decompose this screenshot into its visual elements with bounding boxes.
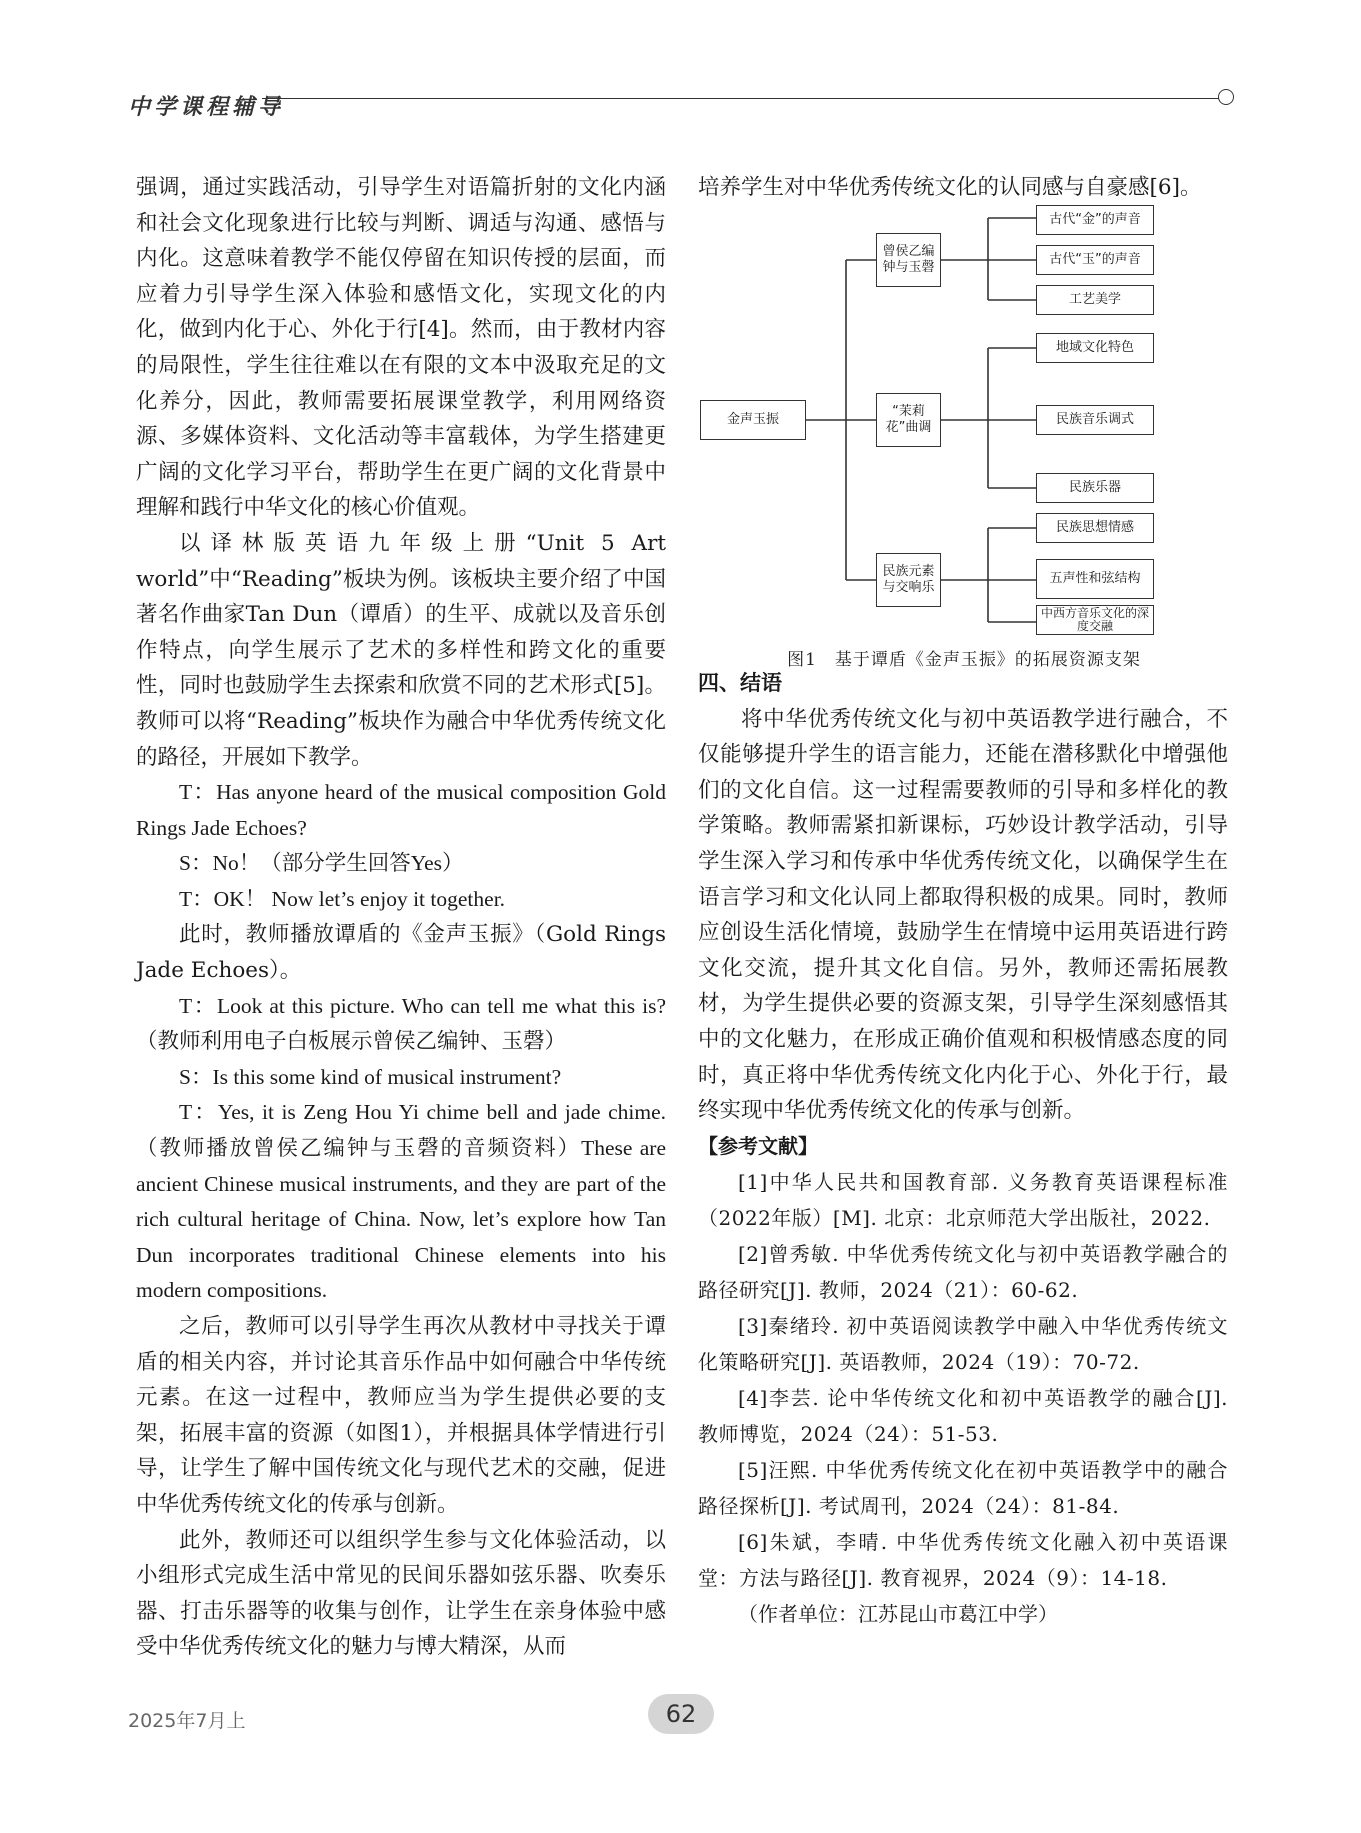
paragraph: 此外，教师还可以组织学生参与文化体验活动，以小组形式完成生活中常见的民间乐器如弦乐器、吹奏乐器、打击乐器等的收集与创作，让学生在亲身体验中感受中华优秀传统文化的魅力与博大精深，从而 — [136, 1527, 666, 1660]
leaf-node: 工艺美学 — [1036, 285, 1154, 315]
left-column — [136, 170, 666, 1665]
leaf-node: 地域文化特色 — [1036, 333, 1154, 363]
branch-node: “茉莉花”曲调 — [876, 393, 941, 447]
dialogue-line: T：Has anyone heard of the musical composition Gold Rings Jade Echoes? — [136, 780, 666, 840]
paragraph: 培养学生对中华优秀传统文化的认同感与自豪感[6]。 — [698, 175, 1202, 200]
journal-title: 中学课程辅导 — [128, 94, 285, 120]
section-heading: 四、结语 — [698, 671, 782, 695]
leaf-node: 五声性和弦结构 — [1036, 559, 1154, 599]
reference-item: [4]李芸. 论中华传统文化和初中英语教学的融合[J]. 教师博览，2024（24）：51-53. — [698, 1386, 1228, 1447]
reference-item: [1]中华人民共和国教育部. 义务教育英语课程标准（2022年版）[M]. 北京：北京师范大学出版社，2022. — [698, 1170, 1228, 1231]
reference-item: [3]秦绪玲. 初中英语阅读教学中融入中华优秀传统文化策略研究[J]. 英语教师，2024（19）：70-72. — [698, 1314, 1228, 1375]
paragraph: 将中华优秀传统文化与初中英语教学进行融合，不仅能够提升学生的语言能力，还能在潜移默化中增强他们的文化自信。这一过程需要教师的引导和多样化的教学策略。教师需紧扣新课标，巧妙设计教学活动，引导学生深入学习和传承中华优秀传统文化，以确保学生在语言学习和文化认同上都取得积极的成果。同时，教师应创设生活化情境，鼓励学生在情境中运用英语进行跨文化交流，提升其文化自信。另外，教师还需拓展教材，为学生提供必要的资源支架，引导学生深刻感悟其中的文化魅力，在形成正确价值观和积极情感态度的同时，真正将中华优秀传统文化内化于心、外化于行，最终实现中华优秀传统文化的传承与创新。 — [698, 706, 1228, 1124]
leaf-node: 古代“玉”的声音 — [1036, 245, 1154, 275]
figure-caption: 图1 基于谭盾《金声玉振》的拓展资源支架 — [787, 650, 1141, 670]
leaf-node: 中西方音乐文化的深度交融 — [1036, 605, 1154, 635]
leaf-node: 民族音乐调式 — [1036, 405, 1154, 435]
dialogue-line: S：Is this some kind of musical instrument? — [179, 1064, 562, 1089]
paragraph: 以译林版英语九年级上册“Unit 5 Art world”中“Reading”板块为例。该板块主要介绍了中国著名作曲家Tan Dun（谭盾）的生平、成就以及音乐创作特点，向学生展示了艺术的多样性和跨文化的重要性，同时也鼓励学生去探索和欣赏不同的艺术形式[5]。教师可以将“Reading”板块作为融合中华优秀传统文化的路径，开展如下教学。 — [136, 530, 666, 770]
reference-item: [2]曾秀敏. 中华优秀传统文化与初中英语教学融合的路径研究[J]. 教师，2024（21）：60-62. — [698, 1242, 1228, 1303]
paragraph: 此时，教师播放谭盾的《金声玉振》（Gold Rings Jade Echoes）。 — [136, 922, 666, 984]
leaf-node: 民族乐器 — [1036, 473, 1154, 503]
references-heading: 【参考文献】 — [698, 1133, 818, 1158]
figure-1-diagram — [698, 205, 1230, 635]
dialogue-line: T：OK！ Now let’s enjoy it together. — [179, 886, 506, 911]
author-affiliation: （作者单位：江苏昆山市葛江中学） — [738, 1602, 1058, 1627]
dialogue-line: T：Look at this picture. Who can tell me what this is?（教师利用电子白板展示曾侯乙编钟、玉磬） — [136, 993, 666, 1054]
right-column-intro — [698, 170, 1228, 206]
leaf-node: 民族思想情感 — [1036, 513, 1154, 543]
issue-date: 2025年7月上 — [128, 1710, 246, 1732]
leaf-node: 古代“金”的声音 — [1036, 205, 1154, 235]
page-number: 62 — [648, 1694, 714, 1734]
paragraph: 强调，通过实践活动，引导学生对语篇折射的文化内涵和社会文化现象进行比较与判断、调适与沟通、感悟与内化。这意味着教学不能仅停留在知识传授的层面，而应着力引导学生深入体验和感悟文化，实现文化的内化，做到内化于心、外化于行[4]。然而，由于教材内容的局限性，学生往往难以在有限的文本中汲取充足的文化养分，因此，教师需要拓展课堂教学，利用网络资源、多媒体资料、文化活动等丰富载体，为学生搭建更广阔的文化学习平台，帮助学生在更广阔的文化背景中理解和践行中华文化的核心价值观。 — [136, 175, 666, 521]
dialogue-line: S：No！（部分学生回答Yes） — [179, 851, 464, 876]
paragraph: 之后，教师可以引导学生再次从教材中寻找关于谭盾的相关内容，并讨论其音乐作品中如何融合中华传统元素。在这一过程中，教师应当为学生提供必要的支架，拓展丰富的资源（如图1），并根据具体学情进行引导，让学生了解中国传统文化与现代艺术的交融，促进中华优秀传统文化的传承与创新。 — [136, 1314, 666, 1517]
reference-item: [5]汪熙. 中华优秀传统文化在初中英语教学中的融合路径探析[J]. 考试周刊，2024（24）：81-84. — [698, 1458, 1228, 1519]
root-node: 金声玉振 — [700, 400, 806, 440]
reference-item: [6]朱斌，李晴. 中华优秀传统文化融入初中英语课堂：方法与路径[J]. 教育视界，2024（9）：14-18. — [698, 1530, 1228, 1591]
branch-node: 民族元素与交响乐 — [876, 553, 941, 607]
header-circle-ornament — [1218, 89, 1234, 105]
header-rule — [262, 98, 1220, 99]
right-column-body — [698, 666, 1228, 1632]
dialogue-line: T：Yes, it is Zeng Hou Yi chime bell and jade chime.（教师播放曾侯乙编钟与玉磬的音频资料）These are ancient Chinese musical instruments, and they are part of the rich cultural heritage of China. Now, let’s explore how Tan Dun incorporates traditional Chinese elements into his modern compositions. — [136, 1100, 666, 1303]
branch-node: 曾侯乙编钟与玉磬 — [876, 233, 941, 287]
